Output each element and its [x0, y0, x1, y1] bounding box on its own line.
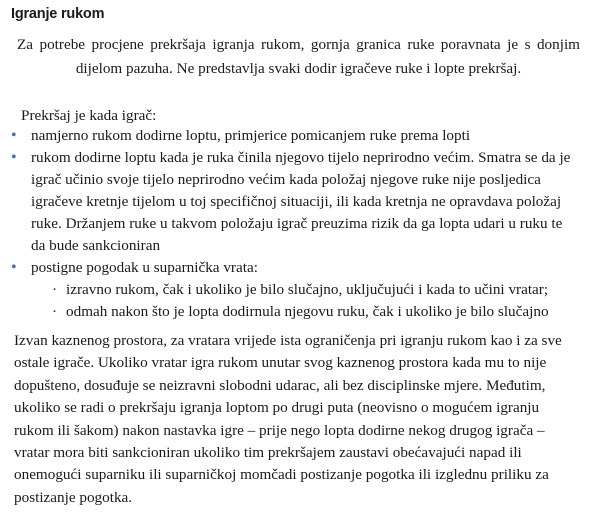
sub-bullet-icon: ·	[52, 281, 58, 298]
sub-list-item-text: odmah nakon što je lopta dodirnula njegovu ruku, čak i ukoliko je bilo slučajno	[66, 303, 549, 320]
section-heading: Igranje rukom	[11, 6, 105, 22]
bullet-icon: •	[11, 149, 17, 166]
sub-list-item-text: izravno rukom, čak i ukoliko je bilo slučajno, uključujući i kada to učini vratar;	[66, 281, 549, 298]
list-item-text: rukom dodirne loptu kada je ruka činila njegovo tijelo neprirodno većim. Smatra se da je igrač učinio svoje tijelo neprirodno većim kada položaj njegove ruke nije posljedica igračeve kretnje tijelom u toj specifičnoj situaciji, ili kada kretnja ne opravdava položaj ruke. Držanjem ruke u takvom položaju igrač preuzima rizik da ga lopta udari u ruku te da bude sankcioniran	[31, 149, 571, 254]
bullet-icon: •	[11, 259, 17, 276]
list-lead-text: Prekršaj je kada igrač:	[21, 107, 157, 124]
sub-list-item	[31, 279, 574, 301]
list-item	[0, 147, 594, 257]
sub-bullet-icon: ·	[52, 303, 58, 320]
offence-list	[0, 125, 594, 323]
bullet-icon: •	[11, 127, 17, 144]
list-item-text: namjerno rukom dodirne loptu, primjerice pomicanjem ruke prema lopti	[31, 127, 471, 144]
intro-paragraph: Za potrebe procjene prekršaja igranja rukom, gornja granica ruke poravnata je s donjim dijelom pazuha. Ne predstavlja svaki dodir igračeve ruke i lopte prekršaj.	[17, 36, 580, 77]
sub-list-item	[31, 301, 574, 323]
sub-list	[31, 279, 574, 323]
list-item-text: postigne pogodak u suparnička vrata:	[31, 259, 258, 276]
closing-paragraph: Izvan kaznenog prostora, za vratara vrijede ista ograničenja pri igranju rukom kao i za sve ostale igrače. Ukoliko vratar igra rukom unutar svog kaznenog prostora kada mu to nije dopušteno, dosuđuje se neizravni slobodni udarac, ali bez disciplinske mjere. Međutim, ukoliko se radi o prekršaju igranja loptom po drugi puta (neovisno o mogućem igranju rukom ili šakom) nakon nastavka igre – prije nego lopta dodirne nekog drugog igrača – vratar mora biti sankcioniran ukoliko tim prekršajem zaustavi obećavajući napad ili onemogući suparniku ili suparničkoj momčadi postizanje pogotka ili izglednu priliku za postizanje pogotka.	[14, 332, 562, 506]
list-item	[0, 257, 594, 323]
list-item	[0, 125, 594, 147]
